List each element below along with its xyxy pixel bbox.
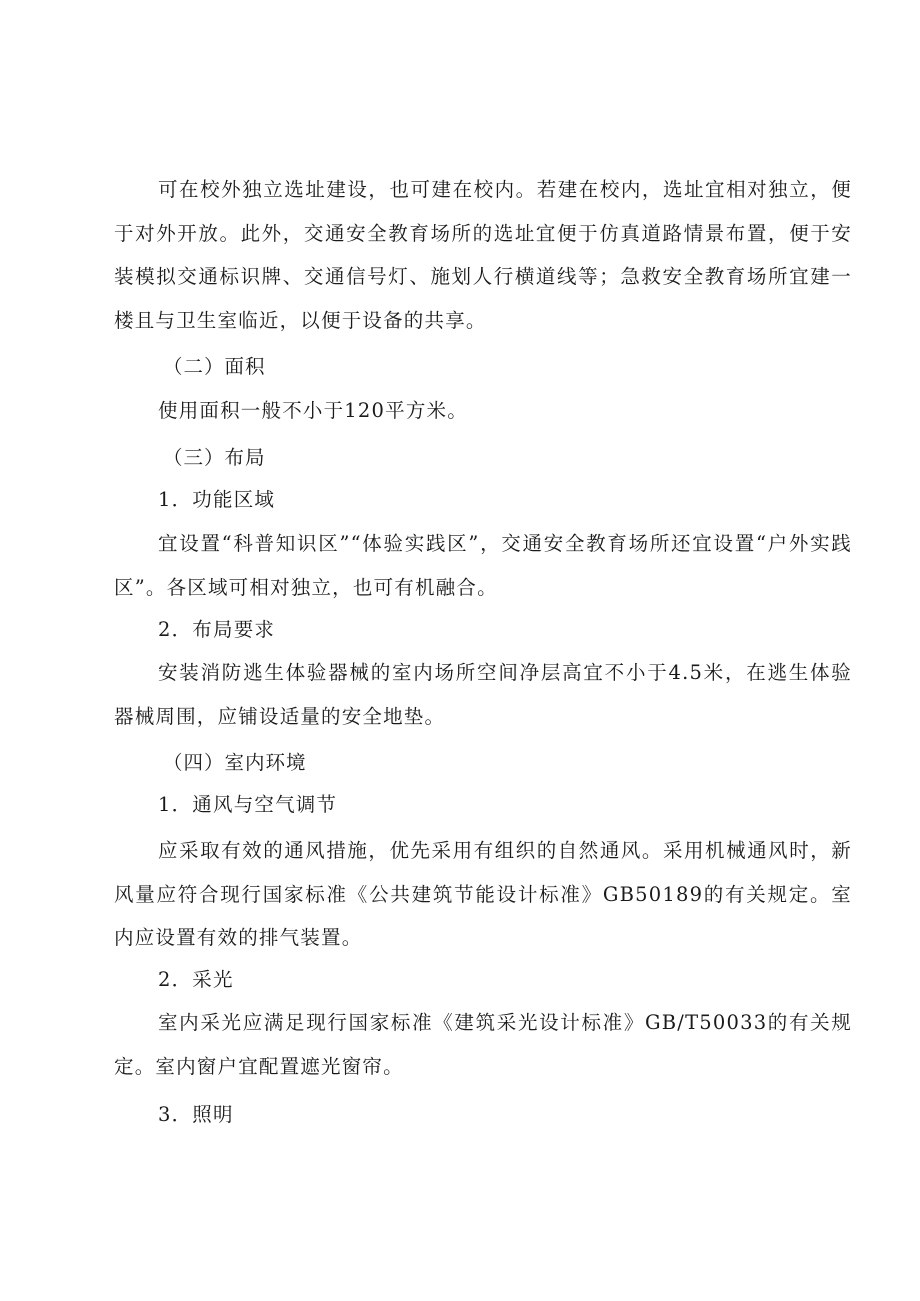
paragraph-ventilation: 应采取有效的通风措施，优先采用有组织的自然通风。采用机械通风时，新风量应符合现行国家标准《公共建筑节能设计标准》GB50189的有关规定。室内应设置有效的排气装置。	[114, 839, 852, 949]
subheading-lighting: 3．照明	[158, 1103, 234, 1126]
subheading-ventilation: 1．通风与空气调节	[158, 793, 338, 816]
paragraph-area: 使用面积一般不小于120平方米。	[158, 399, 468, 422]
subheading-functional-zones: 1．功能区域	[158, 488, 276, 511]
paragraph-site-selection: 可在校外独立选址建设，也可建在校内。若建在校内，选址宜相对独立，便于对外开放。此外，交通安全教育场所的选址宜便于仿真道路情景布置，便于安装模拟交通标识牌、交通信号灯、施划人行横道线等；急救安全教育场所宜建一楼且与卫生室临近，以便于设备的共享。	[114, 178, 852, 332]
subheading-layout-requirements: 2．布局要求	[158, 618, 276, 641]
heading-layout: （三）布局	[163, 446, 266, 469]
heading-indoor-environment: （四）室内环境	[163, 751, 307, 774]
heading-area: （二）面积	[163, 355, 266, 378]
paragraph-layout-requirements: 安装消防逃生体验器械的室内场所空间净层高宜不小于4.5米，在逃生体验器械周围，应铺设适量的安全地垫。	[114, 661, 852, 728]
subheading-daylighting: 2．采光	[158, 968, 234, 991]
paragraph-functional-zones: 宜设置“科普知识区”“体验实践区”，交通安全教育场所还宜设置“户外实践区”。各区域可相对独立，也可有机融合。	[114, 532, 852, 599]
paragraph-daylighting: 室内采光应满足现行国家标准《建筑采光设计标准》GB/T50033的有关规定。室内窗户宜配置遮光窗帘。	[114, 1011, 852, 1078]
